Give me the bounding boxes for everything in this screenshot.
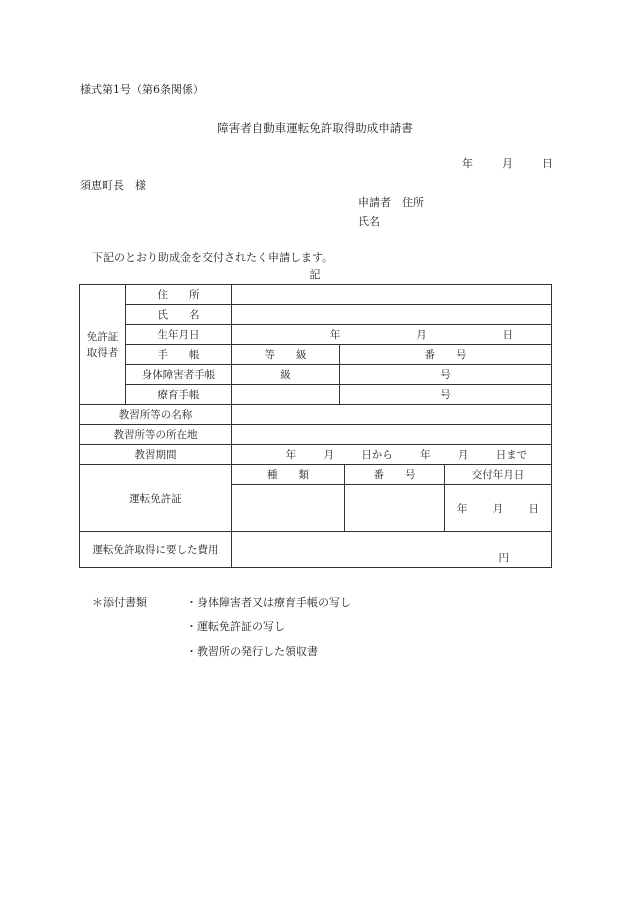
table-row: [80, 445, 552, 465]
table-row: [80, 405, 552, 425]
table-row: [80, 305, 552, 325]
license-issue-field[interactable]: [445, 485, 552, 532]
period-from-day: 日から: [361, 449, 393, 461]
intro-text: 下記のとおり助成金を交付されたく申請します。: [92, 251, 334, 264]
attachment-item: ・教習所の発行した領収書: [186, 645, 318, 658]
address-field[interactable]: [232, 285, 552, 305]
attachment-item: ・身体障害者又は療育手帳の写し: [186, 596, 351, 609]
table-row: [80, 365, 552, 385]
physical-handbook-label: 身体障害者手帳: [126, 365, 232, 385]
period-label: 教習期間: [80, 445, 232, 465]
birth-label: 生年月日: [126, 325, 232, 345]
grade-header: 等 級: [232, 345, 340, 365]
date-line: [462, 155, 553, 171]
birth-field[interactable]: [232, 325, 552, 345]
birth-year: 年: [329, 329, 341, 341]
period-to-day: 日まで: [495, 449, 528, 461]
table-row: [80, 285, 552, 305]
birth-day: 日: [502, 329, 514, 341]
cost-field[interactable]: [232, 532, 552, 568]
rehab-number-field[interactable]: 号: [340, 385, 552, 405]
school-name-label: 教習所等の名称: [80, 405, 232, 425]
period-field[interactable]: [232, 445, 552, 465]
yen-unit: 円: [498, 552, 509, 564]
name-field[interactable]: [232, 305, 552, 325]
date-day: 日: [542, 157, 553, 170]
table-row: [80, 345, 552, 365]
table-row: [80, 385, 552, 405]
license-type-field[interactable]: [232, 485, 345, 532]
license-number-header: 番 号: [345, 465, 445, 485]
license-number-field[interactable]: [345, 485, 445, 532]
address-label: 住 所: [126, 285, 232, 305]
date-year: 年: [462, 157, 473, 170]
license-label: 運転免許証: [80, 465, 232, 532]
table-row: [80, 425, 552, 445]
addressee: 須恵町長 様: [80, 179, 146, 192]
table-row: [80, 532, 552, 568]
license-issue-header: 交付年月日: [445, 465, 552, 485]
date-month: 月: [502, 157, 513, 170]
birth-month: 月: [416, 329, 427, 341]
period-to-month: 月: [457, 449, 469, 461]
form-number: 様式第1号（第6条関係）: [80, 83, 204, 96]
ki-heading: 記: [309, 268, 321, 281]
rehab-handbook-label: 療育手帳: [126, 385, 232, 405]
cost-label: 運転免許取得に要した費用: [80, 532, 232, 568]
ymd-month: 月: [492, 502, 504, 515]
license-holder-label: 免許証取得者: [80, 285, 126, 405]
period-from-month: 月: [323, 449, 334, 461]
applicant-address-label: 申請者 住所: [358, 196, 424, 209]
school-location-field[interactable]: [232, 425, 552, 445]
physical-number-field[interactable]: 号: [340, 365, 552, 385]
number-header: 番 号: [340, 345, 552, 365]
table-row: [80, 465, 552, 485]
application-table: [79, 284, 552, 568]
applicant-name-label: 氏名: [358, 215, 380, 228]
period-to-year: 年: [420, 449, 431, 461]
ymd-year: 年: [457, 502, 468, 515]
handbook-label: 手 帳: [126, 345, 232, 365]
physical-grade-field[interactable]: 級: [232, 365, 340, 385]
license-type-header: 種 類: [232, 465, 345, 485]
table-row: [80, 325, 552, 345]
ymd-day: 日: [528, 502, 539, 515]
period-from-year: 年: [285, 449, 297, 461]
attachments-label: ＊添付書類: [92, 596, 147, 609]
attachment-item: ・運転免許証の写し: [186, 620, 285, 633]
school-name-field[interactable]: [232, 405, 552, 425]
school-location-label: 教習所等の所在地: [80, 425, 232, 445]
page-title: 障害者自動車運転免許取得助成申請書: [217, 121, 413, 135]
rehab-grade-field[interactable]: [232, 385, 340, 405]
name-label: 氏 名: [126, 305, 232, 325]
